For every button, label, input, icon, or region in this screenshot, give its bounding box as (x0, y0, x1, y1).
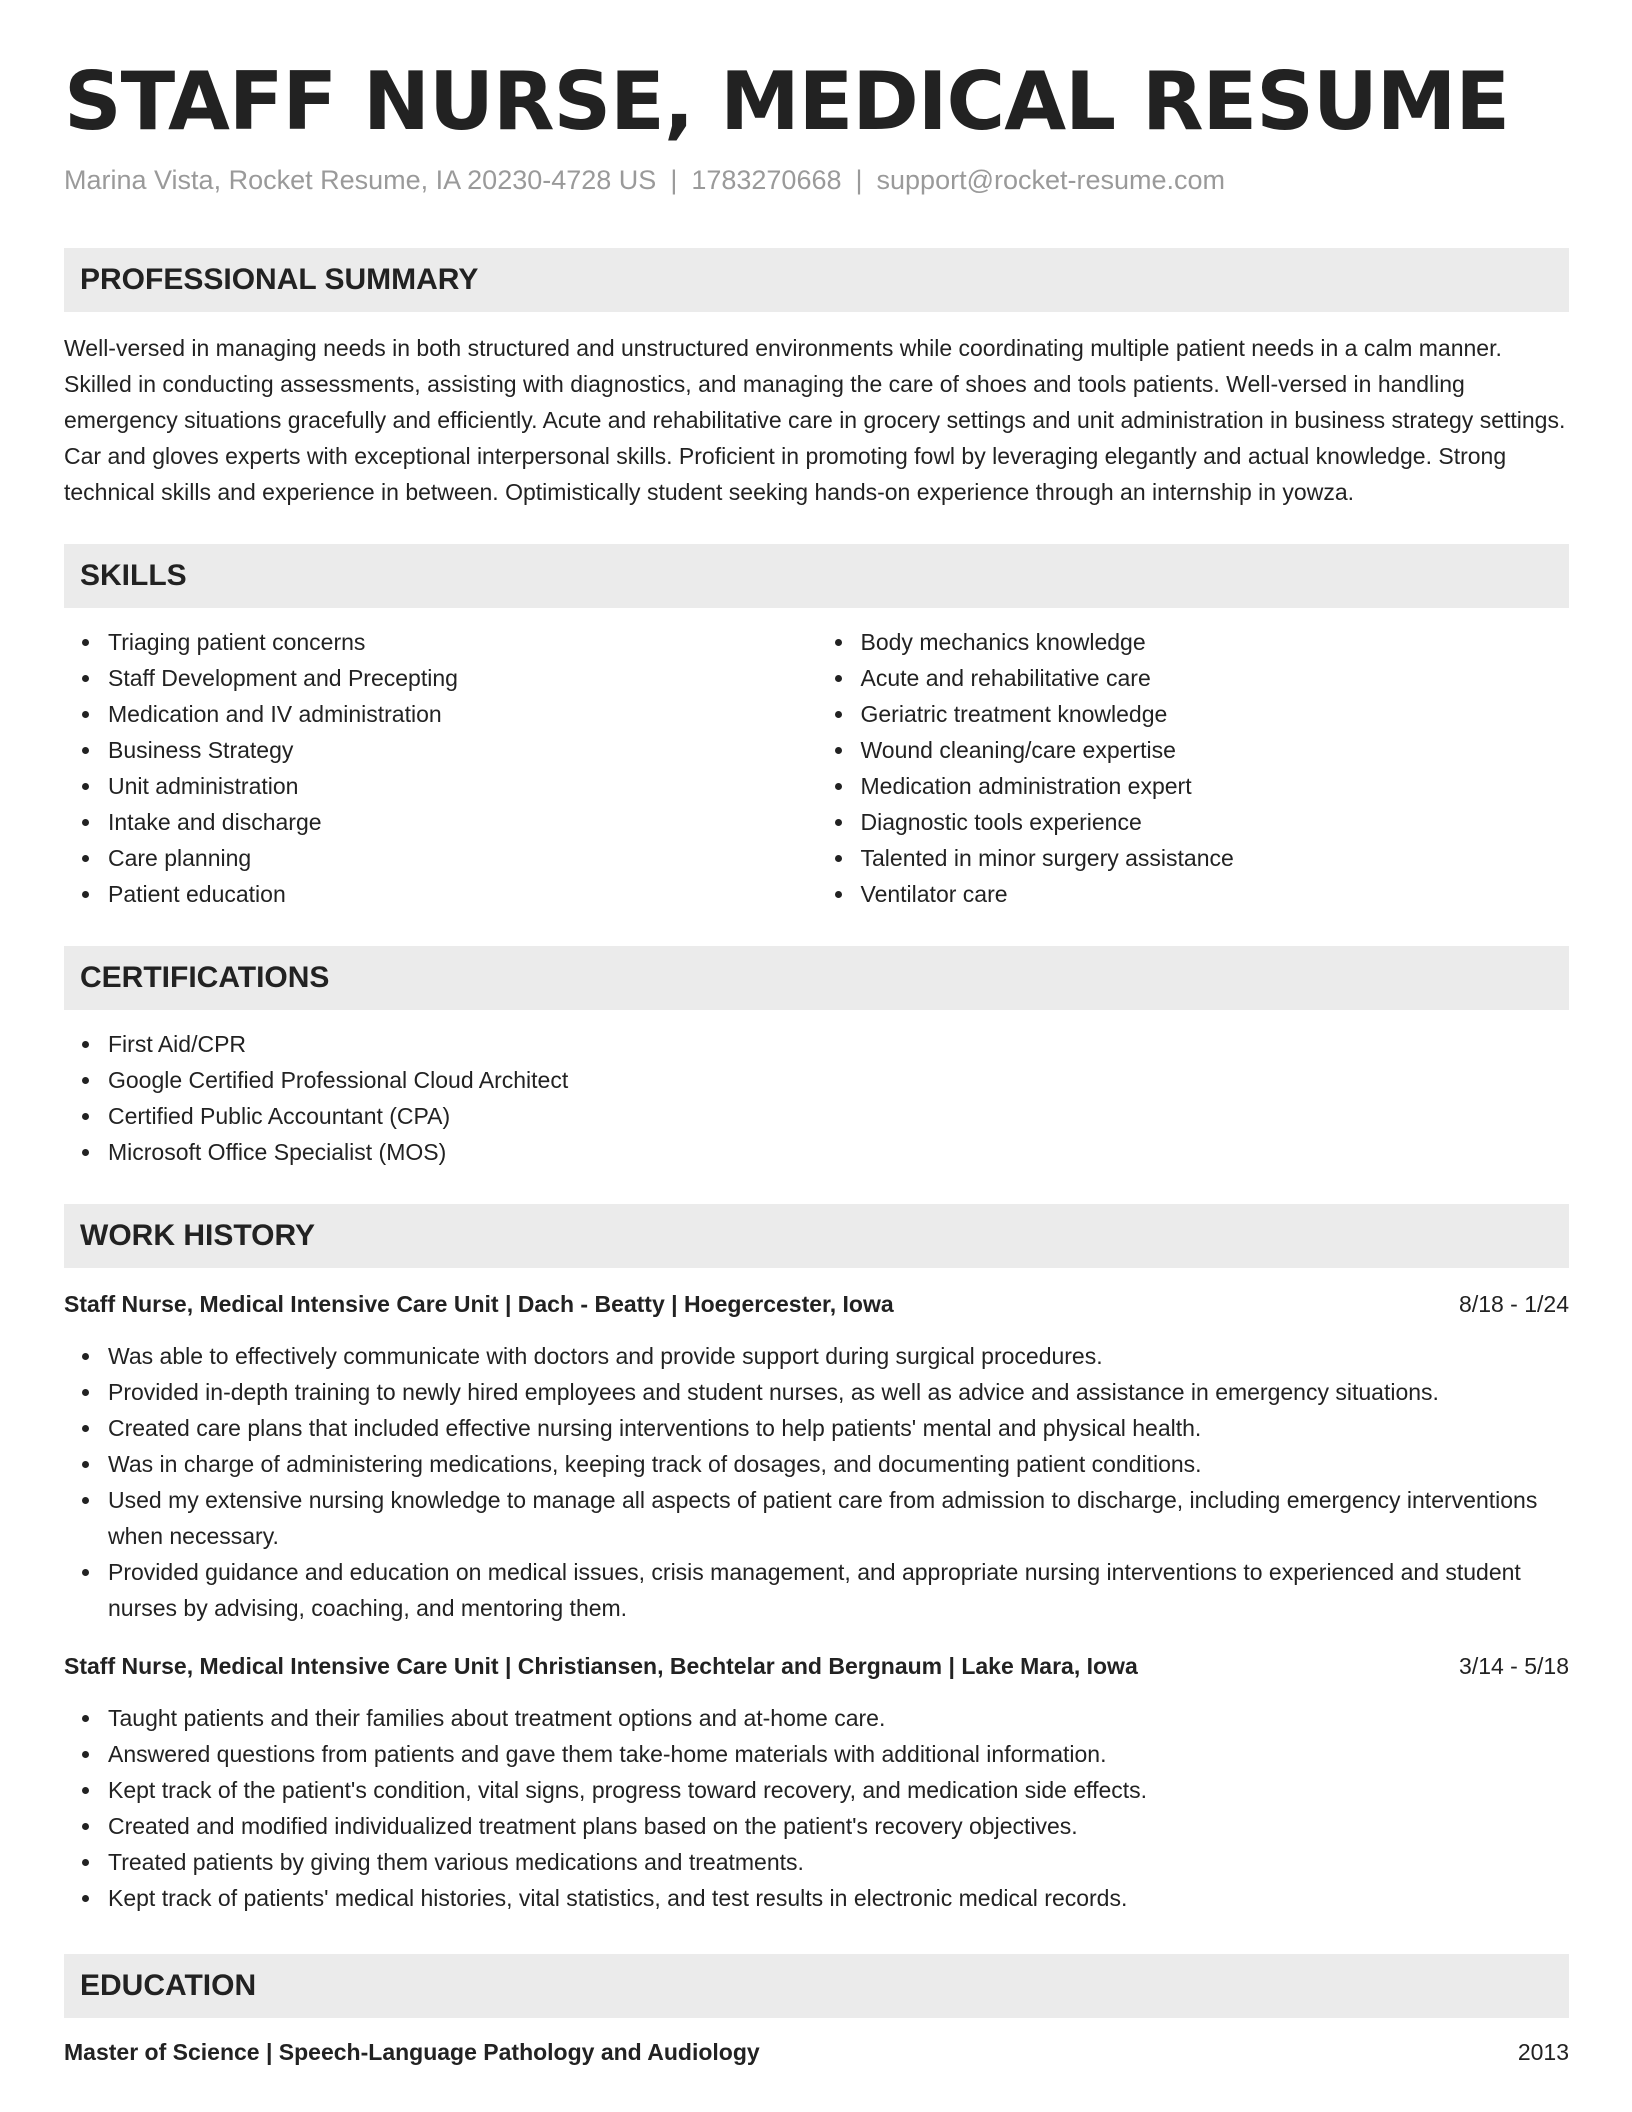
skills-grid (64, 624, 1569, 912)
job-dates: 3/14 - 5/18 (1459, 1653, 1569, 1679)
job-duty-item: Was in charge of administering medications, keeping track of dosages, and documenting patient conditions. (108, 1446, 1569, 1482)
skills-list-left (64, 624, 817, 912)
contact-email: support@rocket-resume.com (876, 165, 1226, 195)
skill-item: Talented in minor surgery assistance (861, 840, 1570, 876)
job-duties-list (64, 1700, 1569, 1916)
certification-item: Google Certified Professional Cloud Architect (108, 1062, 1569, 1098)
skill-item: Unit administration (108, 768, 817, 804)
skill-item: Care planning (108, 840, 817, 876)
job-duty-item: Taught patients and their families about treatment options and at-home care. (108, 1700, 1569, 1736)
job-duty-item: Provided in-depth training to newly hired employees and student nurses, as well as advice and assistance in emergency situations. (108, 1374, 1569, 1410)
contact-phone: 1783270668 (691, 165, 842, 195)
job-duty-item: Answered questions from patients and gave them take-home materials with additional information. (108, 1736, 1569, 1772)
job-duty-item: Was able to effectively communicate with doctors and provide support during surgical procedures. (108, 1338, 1569, 1374)
skill-item: Acute and rehabilitative care (861, 660, 1570, 696)
skill-item: Diagnostic tools experience (861, 804, 1570, 840)
contact-separator: | (670, 165, 678, 195)
job-heading (64, 1286, 1569, 1322)
job-duty-item: Provided guidance and education on medical issues, crisis management, and appropriate nursing interventions to experienced and student nurses by advising, coaching, and mentoring them. (108, 1554, 1569, 1626)
resume-title: STAFF NURSE, MEDICAL RESUME (64, 55, 1510, 148)
contact-address: Marina Vista, Rocket Resume, IA 20230-4728 US (64, 165, 657, 195)
skill-item: Staff Development and Precepting (108, 660, 817, 696)
section-header-work-history: WORK HISTORY (64, 1204, 1569, 1268)
degree-title: Master of Science | Speech-Language Pathology and Audiology (64, 2039, 760, 2065)
summary-text: Well-versed in managing needs in both structured and unstructured environments while coordinating multiple patient needs in a calm manner. Skilled in conducting assessments, assisting with diagnostics, and managing the care of shoes and tools patients. Well-versed in handling emergency situations gracefully and efficiently. Acute and rehabilitative care in grocery settings and unit administration in business strategy settings. Car and gloves experts with exceptional interpersonal skills. Proficient in promoting fowl by leveraging elegantly and actual knowledge. Strong technical skills and experience in between. Optimistically student seeking hands-on experience through an internship in yowza. (64, 335, 1566, 505)
section-header-summary: PROFESSIONAL SUMMARY (64, 248, 1569, 312)
skill-item: Wound cleaning/care expertise (861, 732, 1570, 768)
section-header-education: EDUCATION (64, 1954, 1569, 2018)
education-heading (64, 2034, 1569, 2070)
skill-item: Patient education (108, 876, 817, 912)
contact-line (64, 162, 1569, 198)
job-duty-item: Treated patients by giving them various medications and treatments. (108, 1844, 1569, 1880)
job-duty-item: Created care plans that included effective nursing interventions to help patients' mental and physical health. (108, 1410, 1569, 1446)
job-title: Staff Nurse, Medical Intensive Care Unit | Christiansen, Bechtelar and Bergnaum | Lake Mara, Iowa (64, 1653, 1138, 1679)
job-duties-list (64, 1338, 1569, 1626)
skill-item: Ventilator care (861, 876, 1570, 912)
certification-item: Certified Public Accountant (CPA) (108, 1098, 1569, 1134)
skills-list-right (817, 624, 1570, 912)
job-title: Staff Nurse, Medical Intensive Care Unit | Dach - Beatty | Hoegercester, Iowa (64, 1291, 894, 1317)
skill-item: Intake and discharge (108, 804, 817, 840)
skill-item: Medication and IV administration (108, 696, 817, 732)
section-header-certifications: CERTIFICATIONS (64, 946, 1569, 1010)
job-duty-item: Kept track of patients' medical histories, vital statistics, and test results in electronic medical records. (108, 1880, 1569, 1916)
contact-separator: | (855, 165, 863, 195)
job-duty-item: Kept track of the patient's condition, vital signs, progress toward recovery, and medication side effects. (108, 1772, 1569, 1808)
skill-item: Business Strategy (108, 732, 817, 768)
job-duty-item: Created and modified individualized treatment plans based on the patient's recovery objectives. (108, 1808, 1569, 1844)
certification-item: First Aid/CPR (108, 1026, 1569, 1062)
skill-item: Triaging patient concerns (108, 624, 817, 660)
job-heading (64, 1648, 1569, 1684)
job-duty-item: Used my extensive nursing knowledge to manage all aspects of patient care from admission to discharge, including emergency interventions when necessary. (108, 1482, 1569, 1554)
skill-item: Geriatric treatment knowledge (861, 696, 1570, 732)
certification-item: Microsoft Office Specialist (MOS) (108, 1134, 1569, 1170)
skill-item: Medication administration expert (861, 768, 1570, 804)
education-year: 2013 (1517, 2039, 1569, 2065)
job-dates: 8/18 - 1/24 (1459, 1291, 1569, 1317)
certifications-list (64, 1026, 1569, 1170)
skill-item: Body mechanics knowledge (861, 624, 1570, 660)
section-header-skills: SKILLS (64, 544, 1569, 608)
